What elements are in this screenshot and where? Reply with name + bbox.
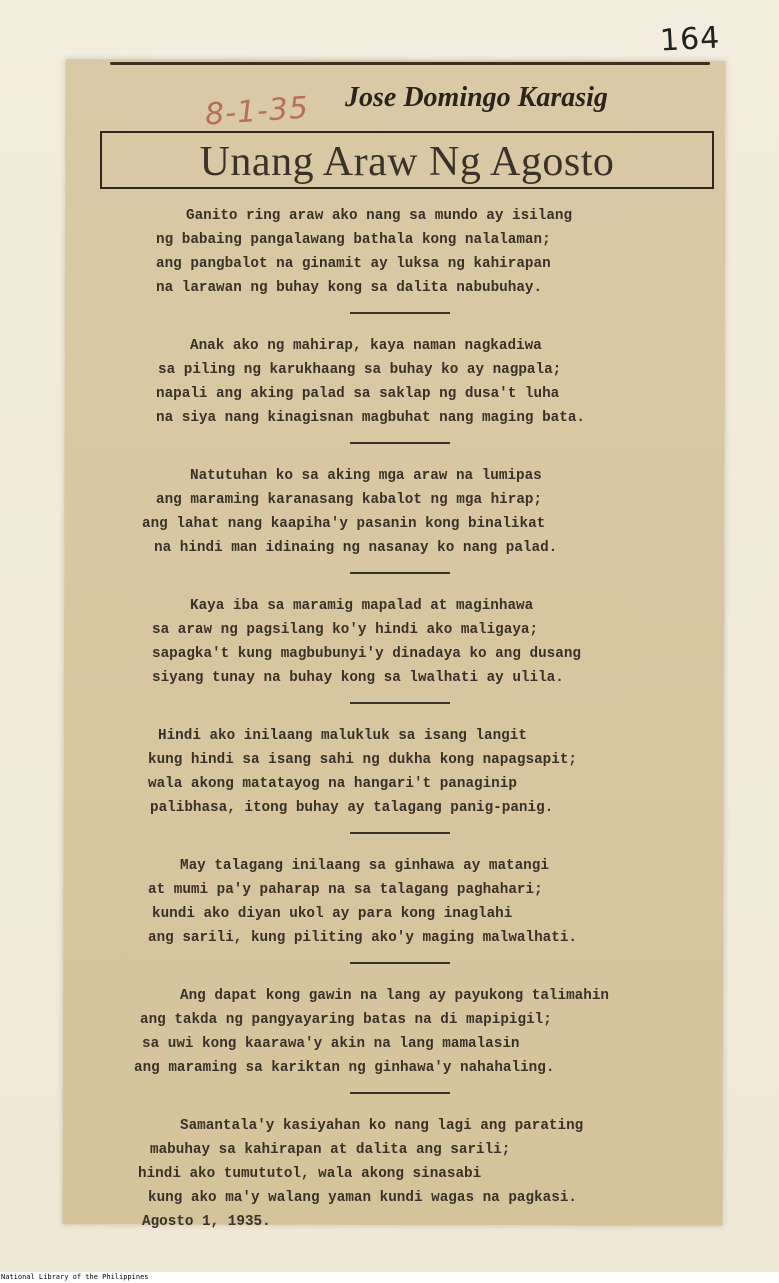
- poem-line: hindi ako tumututol, wala akong sinasabi: [138, 1166, 482, 1182]
- poem-line: na larawan ng buhay kong sa dalita nabubuhay.: [156, 280, 543, 296]
- stanza-divider: [350, 962, 450, 964]
- stanza-divider: [350, 572, 450, 574]
- poem-stanza: [130, 854, 670, 950]
- poem-title: Unang Araw Ng Agosto: [199, 139, 615, 185]
- poem-stanza: [130, 334, 670, 430]
- poem-line: sapagka't kung magbubunyi'y dinadaya ko ang dusang: [152, 646, 581, 662]
- page-number: 164: [659, 20, 722, 59]
- poem-line: sa piling ng karukhaang sa buhay ko ay nagpala;: [158, 362, 562, 378]
- stanza-divider: [350, 1092, 450, 1094]
- poem-line: ang maraming sa kariktan ng ginhawa'y nahahaling.: [134, 1060, 555, 1076]
- poem-line: ang pangbalot na ginamit ay luksa ng kahirapan: [156, 256, 551, 272]
- poem-line: at mumi pa'y paharap na sa talagang paghahari;: [148, 882, 543, 898]
- poem-line: Agosto 1, 1935.: [142, 1214, 271, 1230]
- poem-line: Samantala'y kasiyahan ko nang lagi ang parating: [180, 1118, 584, 1134]
- poem-line: Hindi ako inilaang malukluk sa isang langit: [158, 728, 527, 744]
- poem-line: siyang tunay na buhay kong sa lwalhati ay ulila.: [152, 670, 564, 686]
- author-name: Jose Domingo Karasig: [345, 82, 608, 113]
- poem-line: May talagang inilaang sa ginhawa ay matangi: [180, 858, 549, 874]
- library-credit: National Library of the Philippines: [1, 1273, 149, 1281]
- poem-line: kung ako ma'y walang yaman kundi wagas na pagkasi.: [148, 1190, 577, 1206]
- poem-line: wala akong matatayog na hangari't panaginip: [148, 776, 517, 792]
- clipping-top-rule: [110, 62, 710, 65]
- poem-line: kundi ako diyan ukol ay para kong inaglahi: [152, 906, 513, 922]
- poem-stanza: [130, 594, 670, 690]
- handwritten-date: 8-1-35: [203, 90, 311, 133]
- poem-stanza: [130, 464, 670, 560]
- poem-body: [130, 204, 670, 1234]
- poem-line: napali ang aking palad sa saklap ng dusa't luha: [156, 386, 560, 402]
- poem-stanza: [130, 1114, 670, 1234]
- poem-line: palibhasa, itong buhay ay talagang panig-panig.: [150, 800, 554, 816]
- stanza-divider: [350, 312, 450, 314]
- poem-line: kung hindi sa isang sahi ng dukha kong napagsapit;: [148, 752, 577, 768]
- poem-line: na siya nang kinagisnan magbuhat nang maging bata.: [156, 410, 585, 426]
- stanza-divider: [350, 702, 450, 704]
- poem-line: na hindi man idinaing ng nasanay ko nang palad.: [154, 540, 558, 556]
- poem-line: ang lahat nang kaapiha'y pasanin kong binalikat: [142, 516, 546, 532]
- poem-line: ang sarili, kung piliting ako'y maging malwalhati.: [148, 930, 577, 946]
- poem-line: Natutuhan ko sa aking mga araw na lumipas: [190, 468, 542, 484]
- poem-line: sa araw ng pagsilang ko'y hindi ako maligaya;: [152, 622, 539, 638]
- stanza-divider: [350, 832, 450, 834]
- poem-stanza: [130, 204, 670, 300]
- poem-stanza: [130, 724, 670, 820]
- poem-line: Ang dapat kong gawin na lang ay payukong talimahin: [180, 988, 609, 1004]
- poem-line: ng babaing pangalawang bathala kong nalalaman;: [156, 232, 551, 248]
- poem-line: sa uwi kong kaarawa'y akin na lang mamalasin: [142, 1036, 520, 1052]
- poem-stanza: [130, 984, 670, 1080]
- poem-line: Ganito ring araw ako nang sa mundo ay isilang: [186, 208, 573, 224]
- stanza-divider: [350, 442, 450, 444]
- poem-line: mabuhay sa kahirapan at dalita ang sarili;: [150, 1142, 511, 1158]
- poem-line: ang maraming karanasang kabalot ng mga hirap;: [156, 492, 543, 508]
- poem-line: Kaya iba sa maramig mapalad at maginhawa: [190, 598, 534, 614]
- poem-line: ang takda ng pangyayaring batas na di mapipigil;: [140, 1012, 552, 1028]
- poem-line: Anak ako ng mahirap, kaya naman nagkadiwa: [190, 338, 542, 354]
